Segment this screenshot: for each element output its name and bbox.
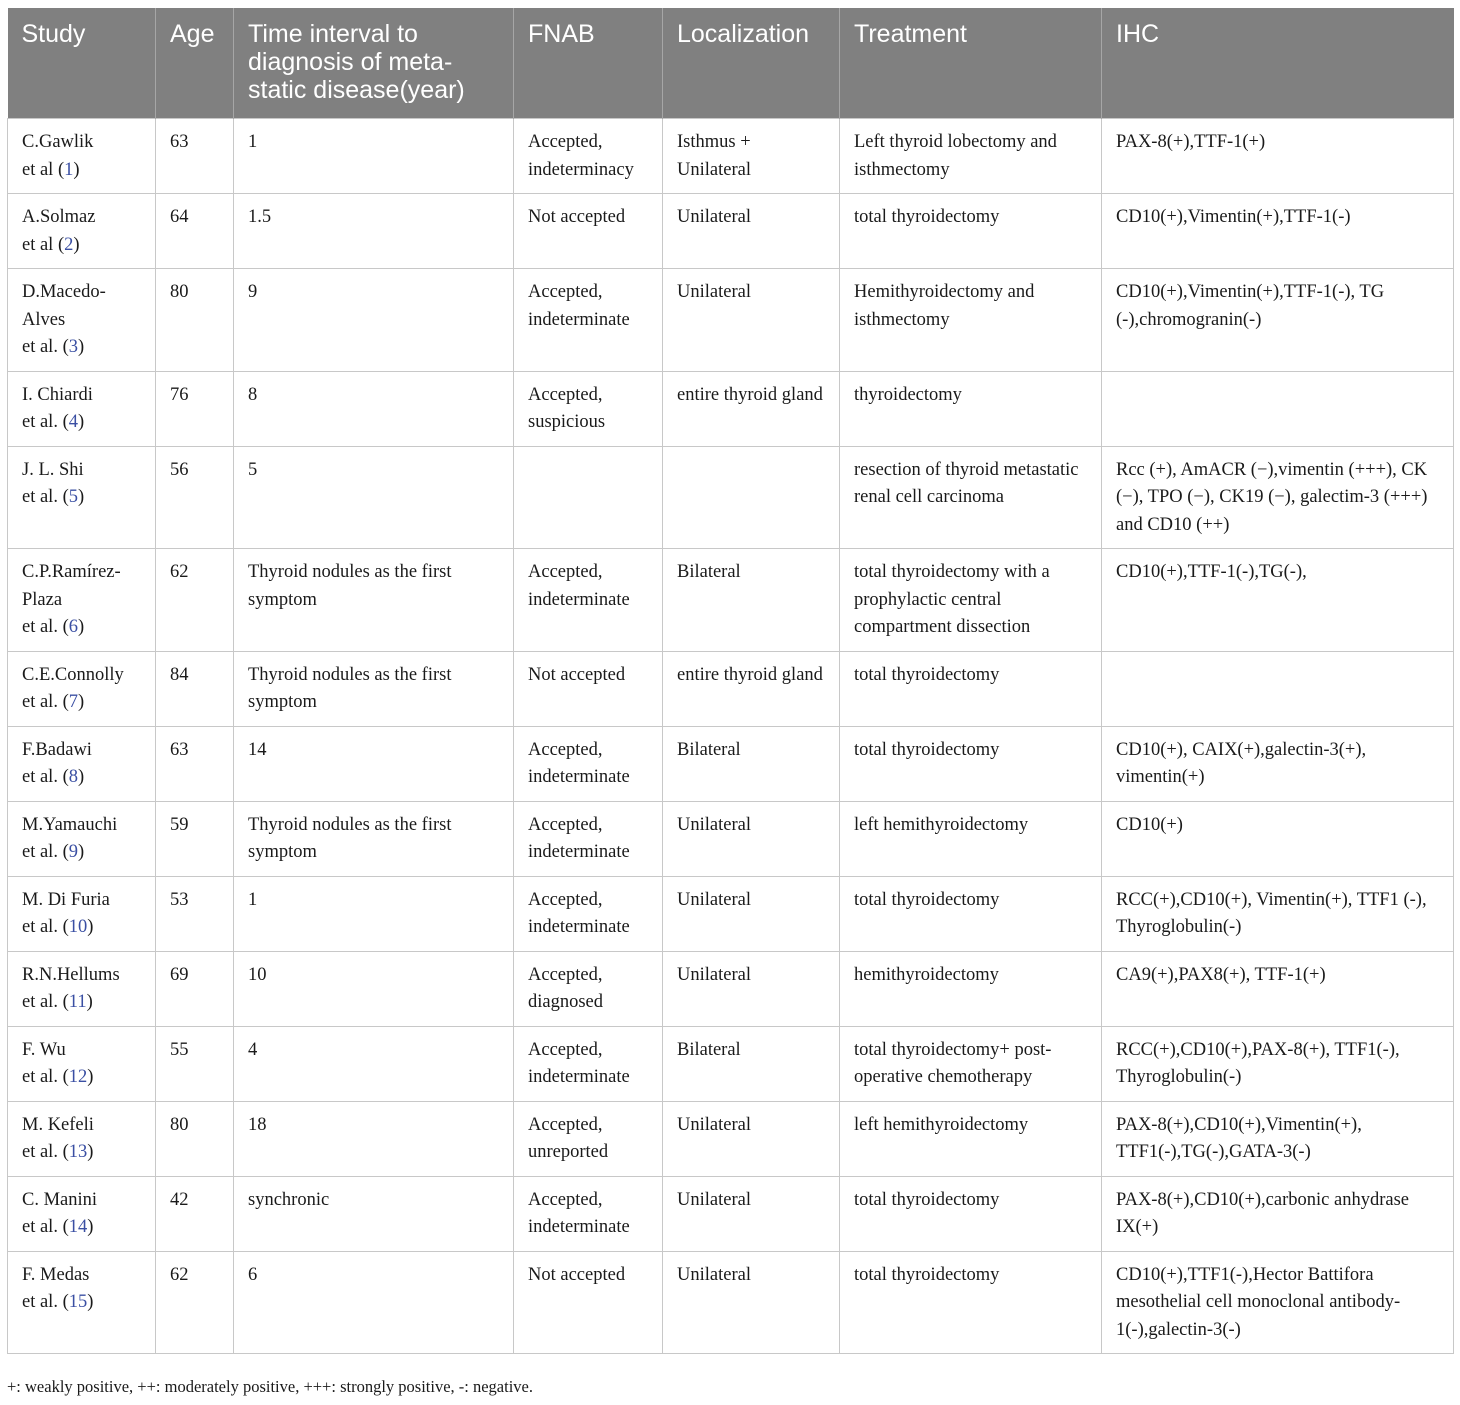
study-suffix: et al. (: [22, 842, 69, 862]
study-cell: R.N.Hellums et al. (11): [8, 951, 156, 1026]
reference-link[interactable]: 13: [68, 1142, 88, 1162]
column-header: Localization: [663, 8, 840, 119]
study-suffix: et al (: [22, 234, 65, 255]
study-name: C.P.Ramírez-Plaza: [22, 562, 121, 610]
interval-cell: 10: [234, 951, 514, 1026]
interval-cell: Thyroid nodules as the first symptom: [234, 801, 514, 876]
interval-cell: Thyroid nodules as the first symptom: [234, 549, 514, 652]
fnab-cell: Accepted, unreported: [514, 1101, 663, 1176]
study-suffix: et al. (: [22, 617, 69, 637]
localization-cell: Unilateral: [663, 1101, 840, 1176]
localization-cell: Bilateral: [663, 1026, 840, 1101]
reference-link[interactable]: 3: [68, 337, 78, 357]
study-name: F. Wu: [22, 1039, 66, 1060]
column-header: IHC: [1102, 8, 1454, 119]
data-table: [7, 8, 1454, 1354]
interval-cell: 6: [234, 1251, 514, 1354]
interval-cell: 1: [234, 876, 514, 951]
reference-link[interactable]: 1: [64, 159, 74, 180]
reference-link[interactable]: 5: [68, 487, 78, 507]
table-footnote: +: weakly positive, ++: moderately positive, +++: strongly positive, -: negative.: [7, 1377, 533, 1396]
reference-link[interactable]: 11: [68, 992, 87, 1012]
fnab-cell: Accepted, suspicious: [514, 371, 663, 446]
table-row: [8, 801, 1454, 876]
ihc-cell: CD10(+),Vimentin(+),TTF-1(-), TG (-),chromogranin(-): [1102, 269, 1454, 372]
study-name: D.Macedo-Alves: [22, 282, 106, 330]
localization-cell: Isthmus + Unilateral: [663, 119, 840, 194]
study-suffix: et al. (: [22, 337, 69, 357]
fnab-cell: [514, 446, 663, 549]
fnab-cell: Accepted, indeterminate: [514, 801, 663, 876]
study-cell: M.Yamauchi et al. (9): [8, 801, 156, 876]
age-cell: 56: [156, 446, 234, 549]
age-cell: 84: [156, 651, 234, 726]
localization-cell: entire thyroid gland: [663, 651, 840, 726]
reference-link[interactable]: 4: [68, 412, 78, 432]
fnab-cell: Accepted, diagnosed: [514, 951, 663, 1026]
study-cell: J. L. Shi et al. (5): [8, 446, 156, 549]
treatment-cell: total thyroidectomy: [840, 876, 1102, 951]
age-cell: 62: [156, 549, 234, 652]
treatment-cell: Left thyroid lobectomy and isthmectomy: [840, 119, 1102, 194]
study-name: F.Badawi: [22, 739, 92, 760]
study-cell: I. Chiardi et al. (4): [8, 371, 156, 446]
table-row: [8, 951, 1454, 1026]
study-cell: F.Badawi et al. (8): [8, 726, 156, 801]
column-header: Treatment: [840, 8, 1102, 119]
study-name: C.E.Connolly: [22, 664, 124, 685]
fnab-cell: Accepted, indeterminate: [514, 1176, 663, 1251]
table-row: [8, 269, 1454, 372]
interval-cell: 18: [234, 1101, 514, 1176]
study-name: M. Kefeli: [22, 1114, 94, 1135]
localization-cell: Unilateral: [663, 876, 840, 951]
table-row: [8, 371, 1454, 446]
treatment-cell: Hemithyroidectomy and isthmectomy: [840, 269, 1102, 372]
ihc-cell: CD10(+): [1102, 801, 1454, 876]
treatment-cell: total thyroidectomy with a prophylactic central compartment dissection: [840, 549, 1102, 652]
study-suffix: et al. (: [22, 1067, 69, 1087]
ihc-cell: [1102, 371, 1454, 446]
table-row: [8, 1176, 1454, 1251]
study-name: M.Yamauchi: [22, 814, 118, 835]
localization-cell: Unilateral: [663, 1251, 840, 1354]
study-suffix: et al. (: [22, 767, 69, 787]
study-suffix: et al. (: [22, 412, 69, 432]
treatment-cell: left hemithyroidectomy: [840, 801, 1102, 876]
reference-link[interactable]: 7: [68, 692, 78, 712]
table-row: [8, 119, 1454, 194]
study-cell: C.Gawlik et al (1): [8, 119, 156, 194]
study-name: R.N.Hellums: [22, 964, 120, 985]
localization-cell: Unilateral: [663, 801, 840, 876]
interval-cell: 9: [234, 269, 514, 372]
reference-link[interactable]: 15: [68, 1292, 88, 1312]
ihc-cell: PAX-8(+),CD10(+),Vimentin(+), TTF1(-),TG(-),GATA-3(-): [1102, 1101, 1454, 1176]
study-name: A.Solmaz: [22, 207, 96, 227]
age-cell: 64: [156, 194, 234, 269]
age-cell: 42: [156, 1176, 234, 1251]
table-row: [8, 876, 1454, 951]
column-header: FNAB: [514, 8, 663, 119]
reference-link[interactable]: 10: [68, 917, 88, 937]
study-cell: F. Medas et al. (15): [8, 1251, 156, 1354]
treatment-cell: total thyroidectomy+ post-operative chemotherapy: [840, 1026, 1102, 1101]
study-cell: C.P.Ramírez-Plaza et al. (6): [8, 549, 156, 652]
age-cell: 59: [156, 801, 234, 876]
table-row: [8, 1101, 1454, 1176]
age-cell: 55: [156, 1026, 234, 1101]
ihc-cell: CA9(+),PAX8(+), TTF-1(+): [1102, 951, 1454, 1026]
fnab-cell: Accepted, indeterminate: [514, 876, 663, 951]
study-cell: C. Manini et al. (14): [8, 1176, 156, 1251]
column-header: Study: [8, 8, 156, 119]
column-header: Time interval to diagnosis of meta-static disease(year): [234, 8, 514, 119]
study-name: M. Di Furia: [22, 889, 110, 910]
interval-cell: Thyroid nodules as the first symptom: [234, 651, 514, 726]
interval-cell: 1: [234, 119, 514, 194]
treatment-cell: left hemithyroidectomy: [840, 1101, 1102, 1176]
reference-link[interactable]: 12: [68, 1067, 88, 1087]
age-cell: 53: [156, 876, 234, 951]
reference-link[interactable]: 6: [68, 617, 78, 637]
study-cell: C.E.Connolly et al. (7): [8, 651, 156, 726]
fnab-cell: Accepted, indeterminate: [514, 726, 663, 801]
fnab-cell: Not accepted: [514, 651, 663, 726]
table-row: [8, 194, 1454, 269]
interval-cell: 5: [234, 446, 514, 549]
ihc-cell: CD10(+),TTF-1(-),TG(-),: [1102, 549, 1454, 652]
study-name: I. Chiardi: [22, 384, 93, 405]
localization-cell: [663, 446, 840, 549]
study-suffix: et al (: [22, 159, 65, 180]
age-cell: 62: [156, 1251, 234, 1354]
localization-cell: Bilateral: [663, 549, 840, 652]
age-cell: 76: [156, 371, 234, 446]
ihc-cell: RCC(+),CD10(+), Vimentin(+), TTF1 (-), Thyroglobulin(-): [1102, 876, 1454, 951]
treatment-cell: total thyroidectomy: [840, 194, 1102, 269]
header-row: [8, 8, 1454, 119]
localization-cell: Unilateral: [663, 1176, 840, 1251]
treatment-cell: total thyroidectomy: [840, 1176, 1102, 1251]
study-suffix: et al. (: [22, 992, 69, 1012]
table-body: [8, 119, 1454, 1354]
table-container: [7, 8, 1453, 1354]
table-row: [8, 446, 1454, 549]
ihc-cell: PAX-8(+),CD10(+),carbonic anhydrase IX(+): [1102, 1176, 1454, 1251]
treatment-cell: total thyroidectomy: [840, 1251, 1102, 1354]
study-cell: M. Kefeli et al. (13): [8, 1101, 156, 1176]
study-suffix: et al. (: [22, 1292, 69, 1312]
ihc-cell: PAX-8(+),TTF-1(+): [1102, 119, 1454, 194]
treatment-cell: hemithyroidectomy: [840, 951, 1102, 1026]
table-row: [8, 726, 1454, 801]
interval-cell: 4: [234, 1026, 514, 1101]
ihc-cell: [1102, 651, 1454, 726]
study-name: C. Manini: [22, 1189, 98, 1210]
treatment-cell: total thyroidectomy: [840, 726, 1102, 801]
reference-link[interactable]: 8: [68, 767, 78, 787]
interval-cell: 8: [234, 371, 514, 446]
fnab-cell: Not accepted: [514, 194, 663, 269]
table-row: [8, 1026, 1454, 1101]
reference-link[interactable]: 14: [68, 1217, 88, 1237]
study-suffix: et al. (: [22, 1217, 69, 1237]
study-suffix: et al. (: [22, 487, 69, 507]
fnab-cell: Accepted, indeterminate: [514, 549, 663, 652]
interval-cell: synchronic: [234, 1176, 514, 1251]
localization-cell: Unilateral: [663, 194, 840, 269]
study-cell: D.Macedo-Alves et al. (3): [8, 269, 156, 372]
age-cell: 80: [156, 269, 234, 372]
column-header: Age: [156, 8, 234, 119]
ihc-cell: CD10(+), CAIX(+),galectin-3(+), vimentin(+): [1102, 726, 1454, 801]
ihc-cell: Rcc (+), AmACR (−),vimentin (+++), CK (−), TPO (−), CK19 (−), galectim-3 (+++) and CD10 (++): [1102, 446, 1454, 549]
study-cell: A.Solmaz et al (2): [8, 194, 156, 269]
age-cell: 69: [156, 951, 234, 1026]
fnab-cell: Not accepted: [514, 1251, 663, 1354]
table-row: [8, 1251, 1454, 1354]
localization-cell: Bilateral: [663, 726, 840, 801]
table-row: [8, 651, 1454, 726]
localization-cell: entire thyroid gland: [663, 371, 840, 446]
ihc-cell: RCC(+),CD10(+),PAX-8(+), TTF1(-), Thyroglobulin(-): [1102, 1026, 1454, 1101]
interval-cell: 1.5: [234, 194, 514, 269]
table-row: [8, 549, 1454, 652]
reference-link[interactable]: 2: [64, 234, 74, 255]
study-suffix: et al. (: [22, 692, 69, 712]
study-name: F. Medas: [22, 1264, 90, 1285]
study-cell: M. Di Furia et al. (10): [8, 876, 156, 951]
fnab-cell: Accepted, indeterminate: [514, 1026, 663, 1101]
age-cell: 63: [156, 726, 234, 801]
age-cell: 80: [156, 1101, 234, 1176]
reference-link[interactable]: 9: [68, 842, 78, 862]
fnab-cell: Accepted, indeterminacy: [514, 119, 663, 194]
localization-cell: Unilateral: [663, 951, 840, 1026]
study-name: J. L. Shi: [22, 459, 84, 480]
fnab-cell: Accepted, indeterminate: [514, 269, 663, 372]
treatment-cell: resection of thyroid metastatic renal cell carcinoma: [840, 446, 1102, 549]
age-cell: 63: [156, 119, 234, 194]
treatment-cell: total thyroidectomy: [840, 651, 1102, 726]
localization-cell: Unilateral: [663, 269, 840, 372]
ihc-cell: CD10(+),TTF1(-),Hector Battifora mesothelial cell monoclonal antibody-1(-),galectin-3(-): [1102, 1251, 1454, 1354]
study-cell: F. Wu et al. (12): [8, 1026, 156, 1101]
interval-cell: 14: [234, 726, 514, 801]
study-name: C.Gawlik: [22, 132, 94, 152]
study-suffix: et al. (: [22, 1142, 69, 1162]
treatment-cell: thyroidectomy: [840, 371, 1102, 446]
study-suffix: et al. (: [22, 917, 69, 937]
ihc-cell: CD10(+),Vimentin(+),TTF-1(-): [1102, 194, 1454, 269]
